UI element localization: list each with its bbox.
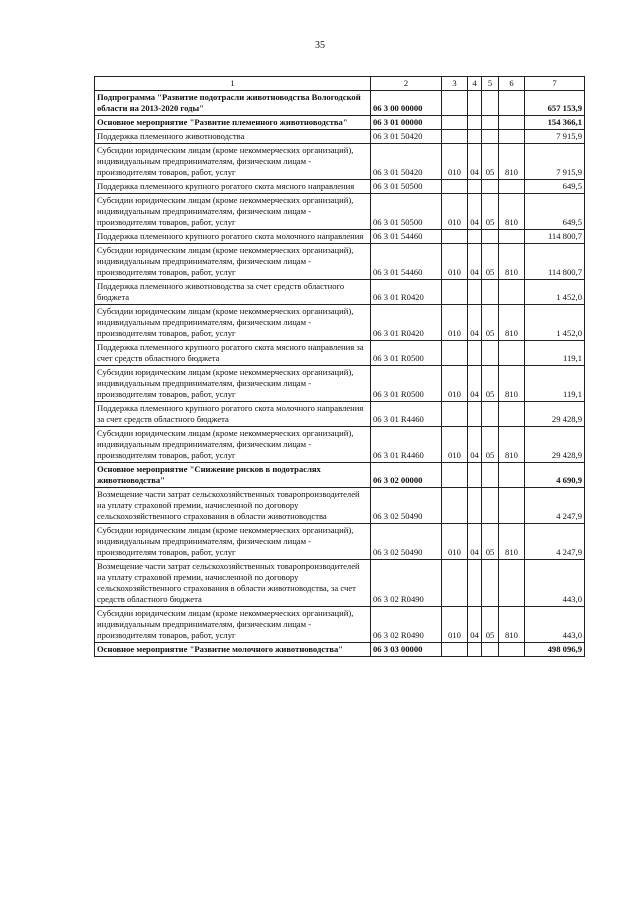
table-row xyxy=(95,180,585,194)
row-col3-cell xyxy=(442,402,468,427)
row-amount-cell: 7 915,9 xyxy=(525,130,585,144)
row-col5-cell xyxy=(482,280,499,305)
row-amount-cell: 498 096,9 xyxy=(525,643,585,657)
table-row xyxy=(95,130,585,144)
row-col5-cell: 05 xyxy=(482,427,499,463)
row-col4-cell: 04 xyxy=(468,524,482,560)
row-col4-cell xyxy=(468,180,482,194)
row-col4-cell: 04 xyxy=(468,244,482,280)
table-row xyxy=(95,144,585,180)
row-col3-cell: 010 xyxy=(442,607,468,643)
row-name-cell: Подпрограмма "Развитие подотрасли животноводства Вологодской области на 2013-2020 годы" xyxy=(95,91,371,116)
row-col3-cell xyxy=(442,560,468,607)
header-cell: 1 xyxy=(95,77,371,91)
row-code-cell: 06 3 02 50490 xyxy=(371,488,442,524)
row-col4-cell xyxy=(468,280,482,305)
row-amount-cell: 29 428,9 xyxy=(525,427,585,463)
row-name-cell: Поддержка племенного крупного рогатого скота мясного направления за счет средств областного бюджета xyxy=(95,341,371,366)
row-code-cell: 06 3 02 R0490 xyxy=(371,607,442,643)
row-col6-cell xyxy=(499,341,525,366)
row-col6-cell xyxy=(499,130,525,144)
row-col4-cell xyxy=(468,463,482,488)
header-cell: 4 xyxy=(468,77,482,91)
row-amount-cell: 1 452,0 xyxy=(525,280,585,305)
row-code-cell: 06 3 02 50490 xyxy=(371,524,442,560)
row-amount-cell: 443,0 xyxy=(525,560,585,607)
table-row xyxy=(95,427,585,463)
row-col5-cell: 05 xyxy=(482,144,499,180)
row-col3-cell: 010 xyxy=(442,427,468,463)
row-name-cell: Поддержка племенного животноводства xyxy=(95,130,371,144)
row-col4-cell xyxy=(468,230,482,244)
row-col6-cell: 810 xyxy=(499,305,525,341)
row-col5-cell xyxy=(482,230,499,244)
row-col6-cell: 810 xyxy=(499,194,525,230)
row-amount-cell: 154 366,1 xyxy=(525,116,585,130)
row-code-cell: 06 3 01 R0420 xyxy=(371,305,442,341)
row-col4-cell: 04 xyxy=(468,366,482,402)
row-col3-cell xyxy=(442,643,468,657)
row-col3-cell xyxy=(442,230,468,244)
table-row xyxy=(95,488,585,524)
row-col6-cell xyxy=(499,643,525,657)
header-cell: 3 xyxy=(442,77,468,91)
row-amount-cell: 29 428,9 xyxy=(525,402,585,427)
table-row xyxy=(95,194,585,230)
row-col5-cell xyxy=(482,116,499,130)
row-code-cell: 06 3 01 50500 xyxy=(371,194,442,230)
row-col6-cell xyxy=(499,402,525,427)
row-amount-cell: 657 153,9 xyxy=(525,91,585,116)
row-name-cell: Субсидии юридическим лицам (кроме некоммерческих организаций), индивидуальным предпринимателям, физическим лицам - производителям товаров, работ, услуг xyxy=(95,194,371,230)
row-amount-cell: 4 690,9 xyxy=(525,463,585,488)
row-name-cell: Поддержка племенного крупного рогатого скота молочного направления xyxy=(95,230,371,244)
table-row xyxy=(95,244,585,280)
row-name-cell: Поддержка племенного крупного рогатого скота молочного направления за счет средств областного бюджета xyxy=(95,402,371,427)
row-col3-cell xyxy=(442,91,468,116)
row-col6-cell: 810 xyxy=(499,524,525,560)
row-col4-cell xyxy=(468,116,482,130)
table-row xyxy=(95,463,585,488)
table-row xyxy=(95,341,585,366)
table-row xyxy=(95,524,585,560)
row-col3-cell xyxy=(442,488,468,524)
row-code-cell: 06 3 01 R4460 xyxy=(371,402,442,427)
row-col5-cell xyxy=(482,91,499,116)
row-col4-cell: 04 xyxy=(468,194,482,230)
row-col3-cell: 010 xyxy=(442,366,468,402)
row-code-cell: 06 3 01 50500 xyxy=(371,180,442,194)
row-col3-cell xyxy=(442,180,468,194)
row-code-cell: 06 3 01 50420 xyxy=(371,130,442,144)
row-code-cell: 06 3 02 R0490 xyxy=(371,560,442,607)
table-header-row xyxy=(95,77,585,91)
row-code-cell: 06 3 01 00000 xyxy=(371,116,442,130)
row-col3-cell xyxy=(442,280,468,305)
row-code-cell: 06 3 03 00000 xyxy=(371,643,442,657)
row-name-cell: Субсидии юридическим лицам (кроме некоммерческих организаций), индивидуальным предпринимателям, физическим лицам - производителям товаров, работ, услуг xyxy=(95,607,371,643)
row-col3-cell xyxy=(442,130,468,144)
row-col6-cell xyxy=(499,463,525,488)
row-col4-cell: 04 xyxy=(468,144,482,180)
row-code-cell: 06 3 00 00000 xyxy=(371,91,442,116)
row-col3-cell: 010 xyxy=(442,244,468,280)
row-code-cell: 06 3 01 R0500 xyxy=(371,341,442,366)
row-name-cell: Возмещение части затрат сельскохозяйственных товаропроизводителей на уплату страховой премии, начисленной по договору сельскохозяйственного страхования в области животноводства, за счет средств областного бюджета xyxy=(95,560,371,607)
row-name-cell: Субсидии юридическим лицам (кроме некоммерческих организаций), индивидуальным предпринимателям, физическим лицам - производителям товаров, работ, услуг xyxy=(95,524,371,560)
row-col3-cell xyxy=(442,463,468,488)
row-amount-cell: 114 800,7 xyxy=(525,244,585,280)
row-amount-cell: 1 452,0 xyxy=(525,305,585,341)
row-col6-cell: 810 xyxy=(499,244,525,280)
row-col6-cell: 810 xyxy=(499,427,525,463)
row-col6-cell xyxy=(499,560,525,607)
row-col6-cell xyxy=(499,91,525,116)
row-code-cell: 06 3 01 54460 xyxy=(371,230,442,244)
row-name-cell: Поддержка племенного крупного рогатого скота мясного направления xyxy=(95,180,371,194)
budget-table xyxy=(94,76,585,657)
table-row xyxy=(95,305,585,341)
row-col3-cell: 010 xyxy=(442,305,468,341)
row-name-cell: Возмещение части затрат сельскохозяйственных товаропроизводителей на уплату страховой премии, начисленной по договору сельскохозяйственного страхования в области животноводства xyxy=(95,488,371,524)
row-col4-cell xyxy=(468,130,482,144)
row-col5-cell xyxy=(482,402,499,427)
row-col5-cell: 05 xyxy=(482,244,499,280)
row-name-cell: Поддержка племенного животноводства за счет средств областного бюджета xyxy=(95,280,371,305)
row-code-cell: 06 3 01 R0420 xyxy=(371,280,442,305)
table-row xyxy=(95,91,585,116)
row-col3-cell: 010 xyxy=(442,144,468,180)
table-row xyxy=(95,607,585,643)
row-col5-cell xyxy=(482,560,499,607)
row-col5-cell: 05 xyxy=(482,305,499,341)
row-name-cell: Основное мероприятие "Развитие племенного животноводства" xyxy=(95,116,371,130)
table-row xyxy=(95,366,585,402)
row-col3-cell: 010 xyxy=(442,194,468,230)
row-col6-cell xyxy=(499,488,525,524)
row-name-cell: Основное мероприятие "Развитие молочного животноводства" xyxy=(95,643,371,657)
row-col4-cell xyxy=(468,488,482,524)
row-col5-cell: 05 xyxy=(482,607,499,643)
row-col6-cell: 810 xyxy=(499,607,525,643)
row-name-cell: Субсидии юридическим лицам (кроме некоммерческих организаций), индивидуальным предпринимателям, физическим лицам - производителям товаров, работ, услуг xyxy=(95,427,371,463)
header-cell: 6 xyxy=(499,77,525,91)
row-col4-cell: 04 xyxy=(468,427,482,463)
row-col6-cell: 810 xyxy=(499,144,525,180)
row-col5-cell xyxy=(482,341,499,366)
row-col4-cell xyxy=(468,643,482,657)
row-col6-cell xyxy=(499,230,525,244)
row-col4-cell xyxy=(468,560,482,607)
row-name-cell: Субсидии юридическим лицам (кроме некоммерческих организаций), индивидуальным предпринимателям, физическим лицам - производителям товаров, работ, услуг xyxy=(95,244,371,280)
row-col5-cell xyxy=(482,180,499,194)
header-cell: 5 xyxy=(482,77,499,91)
header-cell: 7 xyxy=(525,77,585,91)
row-col4-cell: 04 xyxy=(468,607,482,643)
row-col4-cell: 04 xyxy=(468,305,482,341)
row-amount-cell: 649,5 xyxy=(525,180,585,194)
row-col6-cell xyxy=(499,180,525,194)
row-col5-cell: 05 xyxy=(482,194,499,230)
row-amount-cell: 114 800,7 xyxy=(525,230,585,244)
row-col6-cell xyxy=(499,116,525,130)
row-code-cell: 06 3 01 50420 xyxy=(371,144,442,180)
row-amount-cell: 649,5 xyxy=(525,194,585,230)
row-amount-cell: 4 247,9 xyxy=(525,488,585,524)
row-col6-cell xyxy=(499,280,525,305)
table-row xyxy=(95,280,585,305)
row-col5-cell: 05 xyxy=(482,524,499,560)
row-name-cell: Субсидии юридическим лицам (кроме некоммерческих организаций), индивидуальным предпринимателям, физическим лицам - производителям товаров, работ, услуг xyxy=(95,366,371,402)
row-name-cell: Субсидии юридическим лицам (кроме некоммерческих организаций), индивидуальным предпринимателям, физическим лицам - производителям товаров, работ, услуг xyxy=(95,144,371,180)
table-row xyxy=(95,560,585,607)
page-number: 35 xyxy=(315,40,325,51)
row-col5-cell xyxy=(482,463,499,488)
row-col3-cell xyxy=(442,341,468,366)
row-col3-cell: 010 xyxy=(442,524,468,560)
row-code-cell: 06 3 02 00000 xyxy=(371,463,442,488)
row-col6-cell: 810 xyxy=(499,366,525,402)
row-amount-cell: 443,0 xyxy=(525,607,585,643)
table-row xyxy=(95,230,585,244)
row-col5-cell xyxy=(482,488,499,524)
header-cell: 2 xyxy=(371,77,442,91)
row-name-cell: Основное мероприятие "Снижение рисков в подотраслях животноводства" xyxy=(95,463,371,488)
row-amount-cell: 7 915,9 xyxy=(525,144,585,180)
row-amount-cell: 4 247,9 xyxy=(525,524,585,560)
row-code-cell: 06 3 01 R4460 xyxy=(371,427,442,463)
table-row xyxy=(95,643,585,657)
row-amount-cell: 119,1 xyxy=(525,341,585,366)
row-col4-cell xyxy=(468,402,482,427)
row-col5-cell xyxy=(482,130,499,144)
row-amount-cell: 119,1 xyxy=(525,366,585,402)
row-name-cell: Субсидии юридическим лицам (кроме некоммерческих организаций), индивидуальным предпринимателям, физическим лицам - производителям товаров, работ, услуг xyxy=(95,305,371,341)
row-col4-cell xyxy=(468,91,482,116)
row-col5-cell xyxy=(482,643,499,657)
table-row xyxy=(95,402,585,427)
row-col5-cell: 05 xyxy=(482,366,499,402)
row-code-cell: 06 3 01 54460 xyxy=(371,244,442,280)
table-row xyxy=(95,116,585,130)
row-code-cell: 06 3 01 R0500 xyxy=(371,366,442,402)
row-col3-cell xyxy=(442,116,468,130)
row-col4-cell xyxy=(468,341,482,366)
